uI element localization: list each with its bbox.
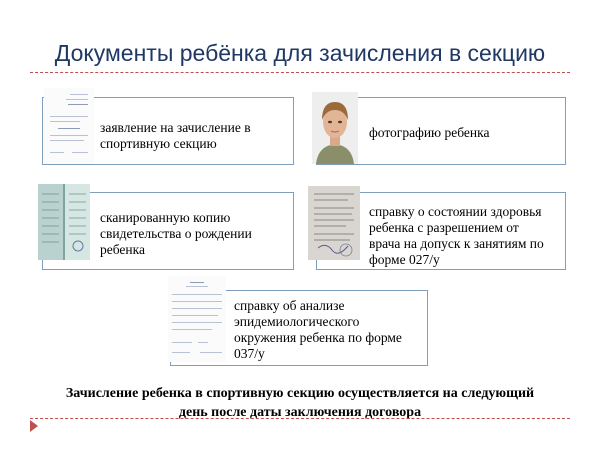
health-certificate-image bbox=[308, 186, 360, 260]
document-text-birth-certificate: сканированную копию свидетельства о рождении ребенка bbox=[100, 210, 252, 257]
enrollment-note bbox=[0, 384, 600, 422]
footer-divider bbox=[30, 418, 570, 419]
title-divider bbox=[30, 72, 570, 73]
document-text-health-certificate: справку о состоянии здоровья ребенка с разрешением от врача на допуск к занятиям по форме 027/у bbox=[369, 204, 544, 267]
epidemiological-form-image bbox=[168, 276, 226, 362]
enrollment-note-line-1: Зачисление ребенка в спортивную секцию осуществляется на следующий bbox=[65, 386, 535, 401]
enrollment-note-line-2: день после даты заключения договора bbox=[178, 405, 422, 420]
document-text-photo: фотографию ребенка bbox=[369, 125, 490, 140]
birth-certificate-image bbox=[38, 184, 90, 260]
child-photo-image bbox=[312, 92, 358, 164]
application-form-image bbox=[44, 88, 94, 164]
document-text-application: заявление на зачисление в спортивную секцию bbox=[100, 120, 251, 151]
bullet-arrow-icon bbox=[30, 420, 38, 432]
page-title: Документы ребёнка для зачисления в секцию bbox=[54, 40, 546, 66]
document-text-epidemiological: справку об анализе эпидемиологического окружения ребенка по форме 037/у bbox=[234, 298, 402, 361]
